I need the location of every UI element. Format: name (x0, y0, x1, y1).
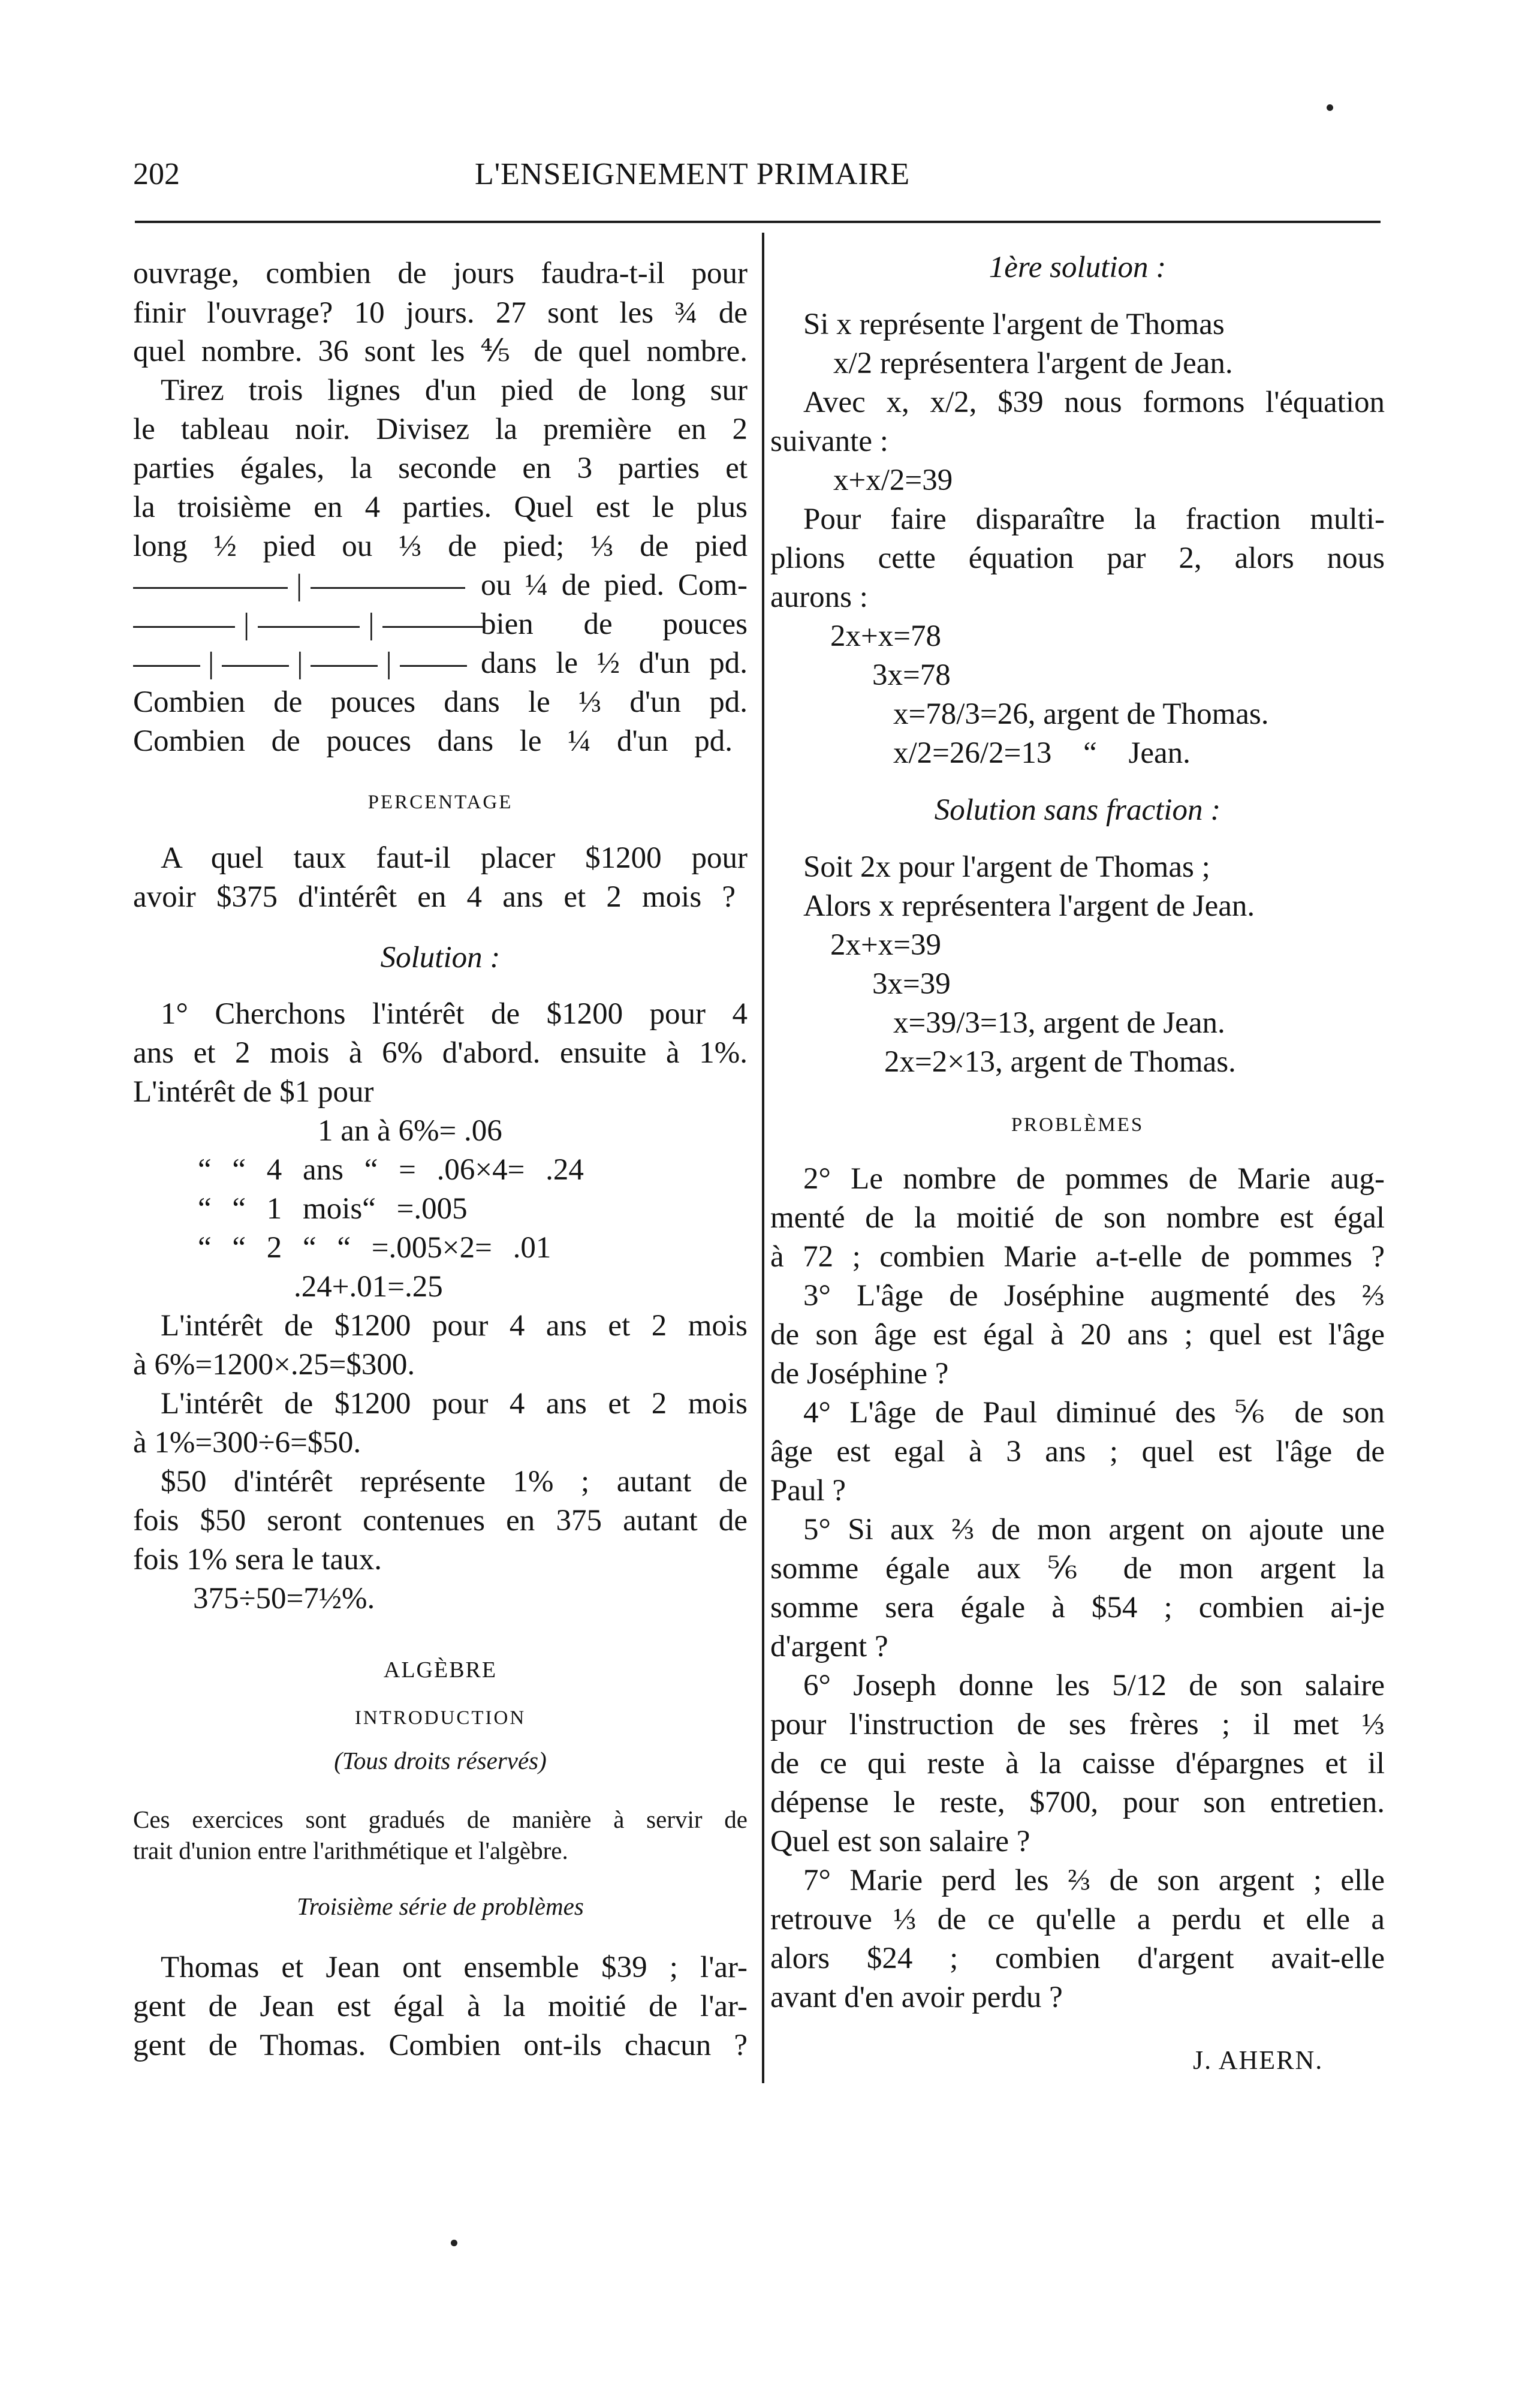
problem-6-line-4: dépense le reste, $700, pour son entretien. (770, 1786, 1385, 1819)
opening-line-3: quel nombre. 36 sont les ⅘ de quel nombre. (133, 335, 748, 368)
diagram-row-halves: | (133, 565, 465, 605)
algebra-heading: ALGÈBRE (383, 1657, 498, 1683)
exercise-line-1: Tirez trois lignes d'un pied de long sur (161, 374, 748, 407)
problem-3-line-3: de Joséphine ? (770, 1357, 949, 1391)
solution-intro-2: ans et 2 mois à 6% d'abord. ensuite à 1%. (133, 1036, 748, 1070)
exercise-line-3: parties égales, la seconde en 3 parties et (133, 452, 748, 485)
problem-4-line-3: Paul ? (770, 1474, 846, 1508)
first-solution-line-6: Pour faire disparaître la fraction multi- (803, 503, 1385, 536)
percentage-heading: PERCENTAGE (367, 792, 513, 813)
solution-body-5: $50 d'intérêt représente 1% ; autant de (161, 1465, 748, 1499)
problems-heading: PROBLÈMES (1011, 1114, 1144, 1136)
problem-5-line-3: somme sera égale à $54 ; combien ai-je (770, 1591, 1385, 1624)
problem-7-line-3: alors $24 ; combien d'argent avait-elle (770, 1942, 1385, 1975)
first-solution-line-2: x/2 représentera l'argent de Jean. (833, 347, 1233, 380)
diagram-label-3: dans le ½ d'un pd. (481, 646, 748, 680)
diagram-label-1: ou ¼ de pied. Com- (481, 568, 748, 602)
problem-line-1: A quel taux faut-il placer $1200 pour (161, 841, 748, 875)
problem-5-line-4: d'argent ? (770, 1630, 888, 1663)
series-heading: Troisième série de problèmes (297, 1892, 584, 1920)
no-fraction-line-4: 3x=39 (872, 967, 951, 1001)
solution-body-3: L'intérêt de $1200 pour 4 ans et 2 mois (161, 1387, 748, 1421)
no-fraction-line-3: 2x+x=39 (830, 928, 942, 962)
first-solution-line-4: suivante : (770, 425, 888, 458)
column-divider (762, 233, 764, 2083)
signature: J. AHERN. (1193, 2045, 1324, 2075)
no-fraction-heading: Solution sans fraction : (934, 793, 1221, 827)
interest-total: .24+.01=.25 (294, 1270, 443, 1304)
opening-line-2: finir l'ouvrage? 10 jours. 27 sont les ¾ de (133, 296, 748, 330)
diagram-row-thirds: | | (133, 604, 484, 644)
problem-4-line-2: âge est egal à 3 ans ; quel est l'âge de (770, 1435, 1385, 1469)
no-fraction-line-2: Alors x représentera l'argent de Jean. (803, 889, 1255, 923)
problem-7-line-4: avant d'en avoir perdu ? (770, 1981, 1063, 2014)
first-solution-line-10: 3x=78 (872, 658, 951, 692)
exercise-line-2: le tableau noir. Divisez la première en 2 (133, 413, 748, 446)
first-solution-line-5: x+x/2=39 (833, 464, 953, 497)
exercise-line-5: long ½ pied ou ⅓ de pied; ⅓ de pied (133, 529, 748, 563)
opening-line-1: ouvrage, combien de jours faudra-t-il pour (133, 257, 748, 290)
first-solution-line-11: x=78/3=26, argent de Thomas. (893, 697, 1269, 731)
page-number: 202 (133, 157, 180, 191)
solution-body-8: 375÷50=7½%. (193, 1582, 375, 1615)
solution-intro-1: 1° Cherchons l'intérêt de $1200 pour 4 (161, 997, 748, 1031)
algebra-note-1: Ces exercices sont gradués de manière à servir de (133, 1806, 748, 1833)
no-fraction-line-1: Soit 2x pour l'argent de Thomas ; (803, 850, 1210, 884)
rights-note: (Tous droits réservés) (334, 1747, 547, 1774)
first-solution-line-9: 2x+x=78 (830, 619, 942, 653)
solution-body-4: à 1%=300÷6=$50. (133, 1426, 361, 1460)
problem-7-line-2: retrouve ⅓ de ce qu'elle a perdu et elle a (770, 1903, 1385, 1936)
final-problem-1: Thomas et Jean ont ensemble $39 ; l'ar- (161, 1951, 748, 1984)
closing-question-1: Combien de pouces dans le ⅓ d'un pd. (133, 685, 748, 719)
first-solution-line-12: x/2=26/2=13 “ Jean. (893, 736, 1191, 770)
problem-7-line-1: 7° Marie perd les ⅔ de son argent ; elle (803, 1864, 1385, 1897)
exercise-line-4: la troisième en 4 parties. Quel est le plus (133, 491, 748, 524)
interest-row-2: “ “ 4 ans “ = .06×4= .24 (198, 1153, 584, 1187)
introduction-heading: INTRODUCTION (354, 1707, 526, 1729)
diagram-label-2: bien de pouces (481, 607, 748, 641)
no-fraction-line-6: 2x=2×13, argent de Thomas. (884, 1045, 1236, 1079)
problem-6-line-2: pour l'instruction de ses frères ; il met ⅓ (770, 1708, 1385, 1741)
interest-row-4: “ “ 2 “ “ =.005×2= .01 (198, 1231, 551, 1265)
speck (451, 2240, 457, 2246)
final-problem-3: gent de Thomas. Combien ont-ils chacun ? (133, 2029, 748, 2062)
algebra-note-2: trait d'union entre l'arithmétique et l'algèbre. (133, 1837, 568, 1864)
speck (1327, 104, 1333, 111)
closing-question-2: Combien de pouces dans le ¼ d'un pd. (133, 724, 733, 758)
solution-body-2: à 6%=1200×.25=$300. (133, 1348, 415, 1382)
problem-3-line-2: de son âge est égal à 20 ans ; quel est l'âge (770, 1318, 1385, 1352)
problem-5-line-1: 5° Si aux ⅔ de mon argent on ajoute une (803, 1513, 1385, 1546)
problem-6-line-3: de ce qui reste à la caisse d'épargnes et il (770, 1747, 1385, 1780)
first-solution-line-8: aurons : (770, 580, 868, 614)
solution-body-6: fois $50 seront contenues en 375 autant de (133, 1504, 748, 1537)
first-solution-line-3: Avec x, x/2, $39 nous formons l'équation (803, 386, 1385, 419)
problem-6-line-1: 6° Joseph donne les 5/12 de son salaire (803, 1669, 1385, 1702)
problem-2-line-2: menté de la moitié de son nombre est égal (770, 1201, 1385, 1235)
problem-4-line-1: 4° L'âge de Paul diminué des ⅚ de son (803, 1396, 1385, 1430)
problem-3-line-1: 3° L'âge de Joséphine augmenté des ⅔ (803, 1279, 1385, 1313)
solution-intro-3: L'intérêt de $1 pour (133, 1075, 374, 1109)
interest-row-3: “ “ 1 mois“ =.005 (198, 1192, 468, 1226)
first-solution-line-7: plions cette équation par 2, alors nous (770, 541, 1385, 575)
diagram-row-quarters: | | | (133, 643, 467, 683)
final-problem-2: gent de Jean est égal à la moitié de l'ar- (133, 1990, 748, 2023)
problem-2-line-1: 2° Le nombre de pommes de Marie aug- (803, 1162, 1385, 1196)
problem-2-line-3: à 72 ; combien Marie a-t-elle de pommes ? (770, 1240, 1385, 1274)
header-rule (135, 221, 1381, 223)
first-solution-line-1: Si x représente l'argent de Thomas (803, 308, 1225, 341)
problem-5-line-2: somme égale aux ⅚ de mon argent la (770, 1552, 1385, 1585)
solution-heading: Solution : (380, 941, 501, 974)
no-fraction-line-5: x=39/3=13, argent de Jean. (893, 1006, 1225, 1040)
solution-body-1: L'intérêt de $1200 pour 4 ans et 2 mois (161, 1309, 748, 1343)
interest-row-1: 1 an à 6%= .06 (318, 1114, 502, 1148)
running-title: L'ENSEIGNEMENT PRIMAIRE (475, 157, 911, 191)
first-solution-heading: 1ère solution : (989, 251, 1167, 284)
problem-6-line-5: Quel est son salaire ? (770, 1825, 1030, 1858)
problem-line-2: avoir $375 d'intérêt en 4 ans et 2 mois ? (133, 880, 736, 914)
solution-body-7: fois 1% sera le taux. (133, 1543, 382, 1576)
